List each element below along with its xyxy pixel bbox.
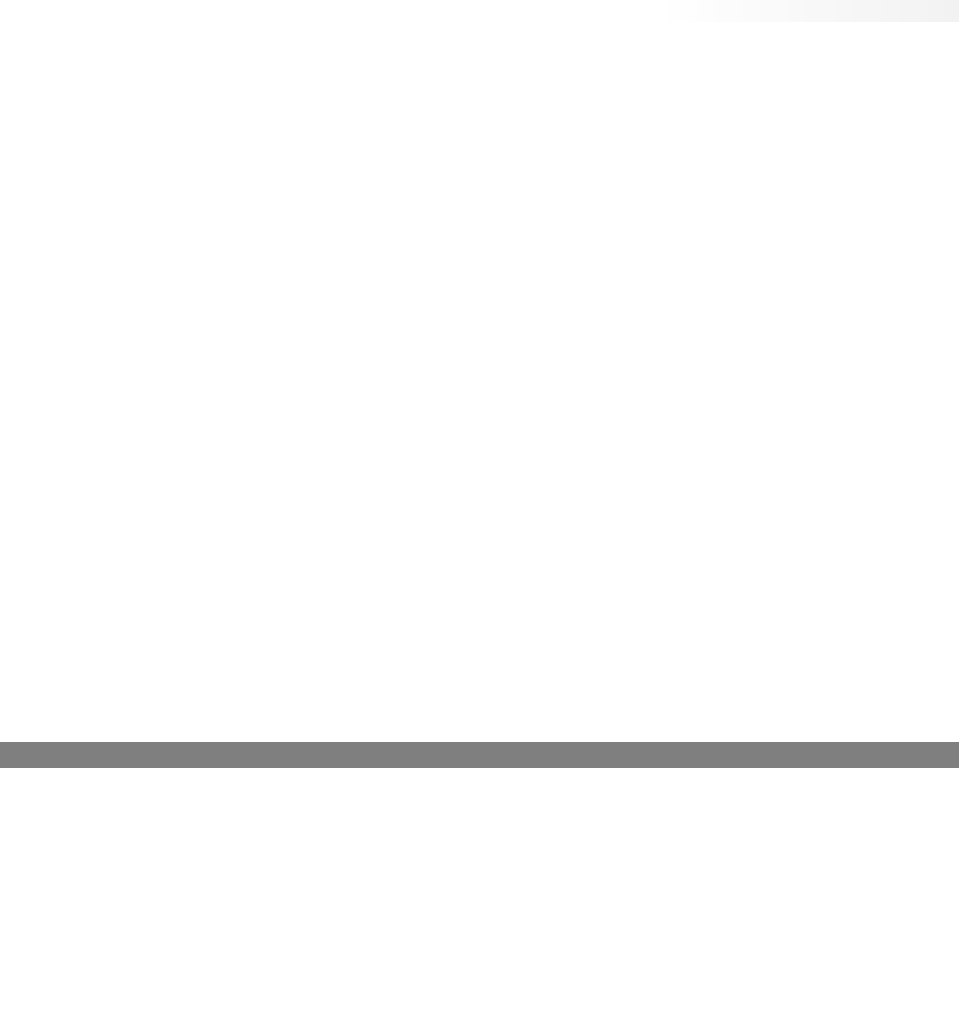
page-break-separator	[0, 742, 959, 768]
page-edge-shadow	[659, 0, 959, 22]
results-page-bottom	[0, 768, 959, 1024]
